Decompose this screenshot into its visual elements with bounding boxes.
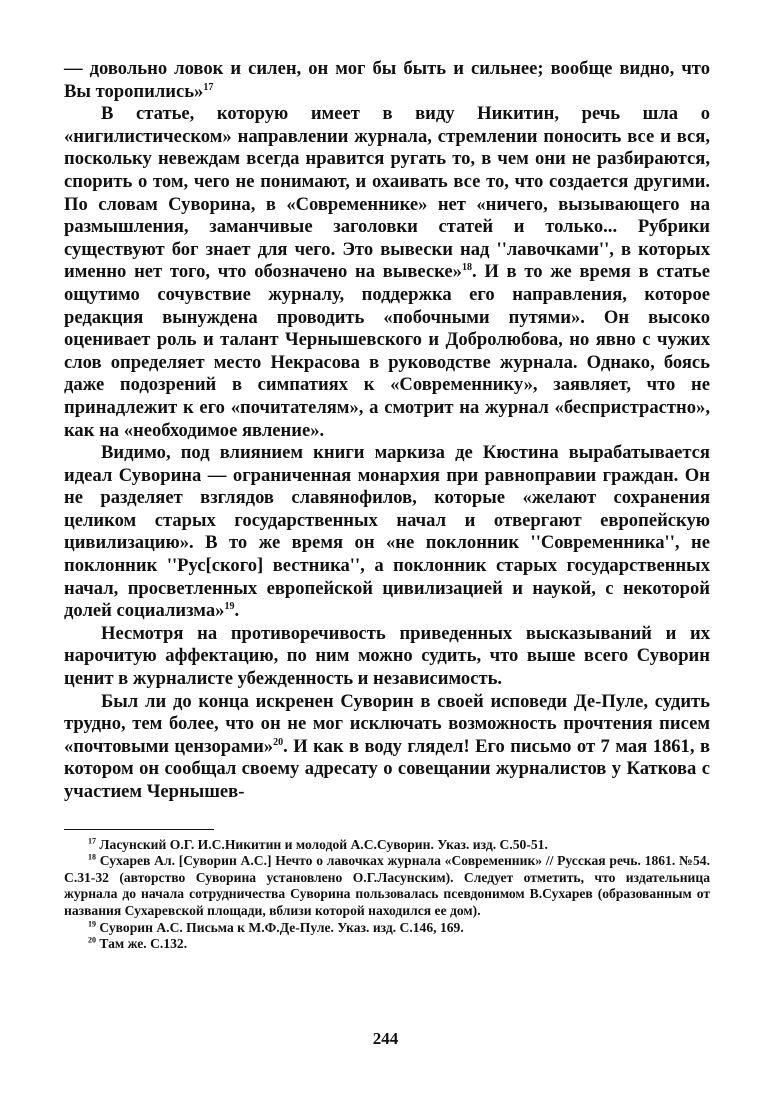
footnote-number: 17 xyxy=(88,836,96,846)
footnote-ref[interactable]: 20 xyxy=(273,736,284,748)
paragraph-tail: . xyxy=(234,600,240,622)
paragraph-4 xyxy=(64,623,710,691)
footnote-19 xyxy=(64,920,710,937)
paragraph-5 xyxy=(64,691,710,804)
main-text xyxy=(64,58,710,804)
footnote-18 xyxy=(64,853,710,919)
footnote-ref[interactable]: 19 xyxy=(224,601,235,613)
paragraph-text: В статье, которую имеет в виду Никитин, речь шла о «нигилистическом» направлении журнала, стремлении поносить все и вся, поскольку невеждам всегда нравится ругать то, в чем они не разбираются, спорить о том, чего не понимают, и охаивать все то, что создается другими. По словам Суворина, в «Современнике» нет «ничего, вызывающего на размышления, заманчивые заголовки статей и только... Рубрики существуют бог знает для чего. Это вывески над ''лавочками'', в которых именно нет того, что обозначено на вывеске» xyxy=(64,103,710,283)
page-number: 244 xyxy=(372,1029,399,1048)
paragraph-text: Видимо, под влиянием книги маркиза де Кюстина вырабатывается идеал Суворина — ограниченная монархия при равноправии граждан. Он не разделяет взглядов славянофилов, которые «желают сохранения целиком старых государственных начал и отвергают европейскую цивилизацию». В то же время он «не поклонник ''Современника'', не поклонник ''Рус[ского] вестника'', а поклонник старых государственных начал, просветленных европейской цивилизацией и наукой, с некоторой долей социализма» xyxy=(64,442,710,622)
paragraph-2 xyxy=(64,103,710,442)
paragraph-text: — довольно ловок и силен, он мог бы быть и сильнее; вообще видно, что Вы торопились» xyxy=(64,58,710,102)
paragraph-3 xyxy=(64,442,710,623)
footnote-number: 18 xyxy=(88,852,96,862)
footnote-text: Суворин А.С. Письма к М.Ф.Де-Пуле. Указ. изд. С.146, 169. xyxy=(99,919,464,935)
footnote-divider xyxy=(64,829,214,830)
footnote-17 xyxy=(64,837,710,854)
footnote-text: Там же. С.132. xyxy=(99,936,188,952)
footnote-ref[interactable]: 18 xyxy=(461,262,472,274)
footnote-number: 20 xyxy=(88,935,96,945)
footnote-number: 19 xyxy=(88,919,96,929)
paragraph-tail: . И в то же время в статье ощутимо сочувствие журналу, поддержка его направления, которое редакция вынуждена проводить «побочными путями». Он высоко оценивает роль и талант Чернышевского и Добролюбова, но явно с чужих слов определяет место Некрасова в руководстве журнала. Однако, боясь даже подозрений в симпатиях к «Современнику», заявляет, что не принадлежит к его «почитателям», а смотрит на журнал «беспристрастно», как на «необходимое явление». xyxy=(64,261,710,441)
paragraph-1 xyxy=(64,58,710,103)
footnote-20 xyxy=(64,936,710,953)
paragraph-text: Несмотря на противоречивость приведенных высказываний и их нарочитую аффектацию, по ним можно судить, что выше всего Суворин ценит в журналисте убежденность и независимость. xyxy=(64,622,710,690)
book-page xyxy=(64,58,710,953)
paragraph-text: Был ли до конца искренен Суворин в своей исповеди Де-Пуле, судить трудно, тем более, что он не мог исключать возможность прочтения писем «почтовыми цензорами» xyxy=(64,690,710,757)
footnote-ref[interactable]: 17 xyxy=(203,81,214,93)
footnote-text: Ласунский О.Г. И.С.Никитин и молодой А.С.Суворин. Указ. изд. С.50-51. xyxy=(99,836,548,852)
footnote-text: Сухарев Ал. [Суворин А.С.] Нечто о лавочках журнала «Современник» // Русская речь. 1861. №54. С.31-32 (авторство Суворина установлено О.Г.Ласунским). Следует отметить, что издательница журнала до начала сотрудничества Суворина пользовалась псевдонимом В.Сухарев (образованным от названия Сухаревской площади, вблизи которой находился ее дом). xyxy=(64,853,710,918)
footnotes xyxy=(64,837,710,953)
paragraph-tail: . И как в воду глядел! Его письмо от 7 мая 1861, в котором он сообщал своему адресату о совещании журналистов у Каткова с участием Чернышев- xyxy=(64,735,711,802)
